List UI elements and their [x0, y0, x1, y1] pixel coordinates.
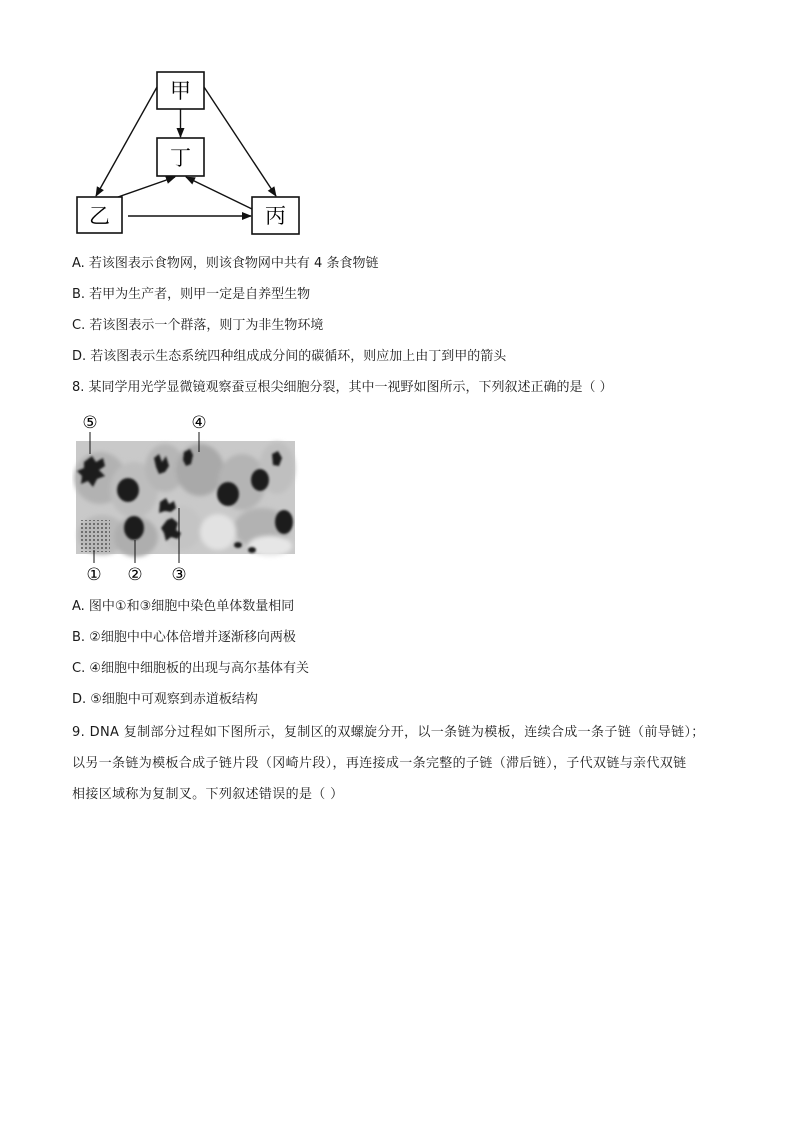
node-label-ding: 丁 [170, 146, 191, 170]
q9-stem-line-2: 以另一条链为模板合成子链片段（冈崎片段），再连接成一条完整的子链（滞后链），子代双链与亲代双链 [72, 756, 687, 771]
arrow-jia-to-yi [96, 87, 157, 196]
q7-option-c: C. 若该图表示一个群落，则丁为非生物环境 [72, 318, 324, 333]
arrow-jia-to-bing [204, 87, 276, 196]
q8-option-a: A. 图中①和③细胞中染色单体数量相同 [72, 599, 295, 614]
q8-option-c: C. ④细胞中细胞板的出现与高尔基体有关 [72, 661, 309, 676]
cell-label-4: ④ [191, 413, 207, 433]
q8-stem: 8. 某同学用光学显微镜观察蚕豆根尖细胞分裂，其中一视野如图所示，下列叙述正确的是（ ） [72, 380, 613, 395]
q8-option-d: D. ⑤细胞中可观察到赤道板结构 [72, 692, 258, 707]
root-tip-micrograph [72, 410, 302, 586]
q8-option-b: B. ②细胞中中心体倍增并逐渐移向两极 [72, 630, 296, 645]
cell-label-3: ③ [171, 565, 187, 585]
q7-option-a: A. 若该图表示食物网，则该食物网中共有 4 条食物链 [72, 256, 379, 271]
arrow-yi-to-ding [118, 177, 175, 197]
cell-label-2: ② [127, 565, 143, 585]
q9-stem-line-3: 相接区域称为复制叉。下列叙述错误的是（ ） [72, 787, 344, 802]
node-label-bing: 丙 [265, 204, 286, 228]
node-label-yi: 乙 [89, 204, 110, 228]
node-label-jia: 甲 [170, 79, 191, 103]
q7-option-b: B. 若甲为生产者，则甲一定是自养型生物 [72, 287, 311, 302]
cell-label-5: ⑤ [82, 413, 98, 433]
arrow-bing-to-ding [186, 177, 252, 209]
q7-option-d: D. 若该图表示生态系统四种组成成分间的碳循环，则应加上由丁到甲的箭头 [72, 349, 507, 364]
ecosystem-diagram [70, 66, 310, 238]
cell-label-1: ① [86, 565, 102, 585]
q9-stem-line-1: 9. DNA 复制部分过程如下图所示，复制区的双螺旋分开，以一条链为模板，连续合成一条子链（前导链）； [72, 725, 705, 740]
